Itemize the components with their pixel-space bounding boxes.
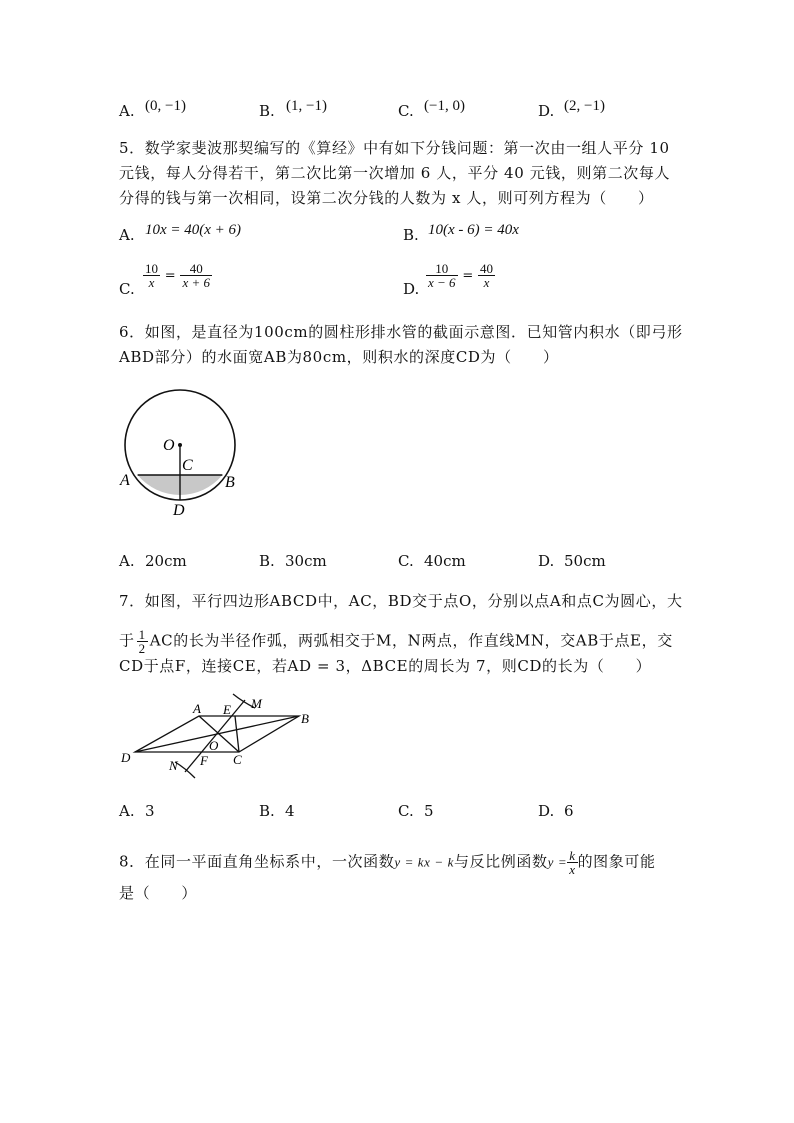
q4-option-d-label: D. — [538, 102, 555, 120]
label-e: E — [223, 702, 231, 717]
q7-parallelogram-figure — [115, 690, 325, 780]
q7-option-a-value: 3 — [145, 802, 155, 820]
q5-d-numerator-1: 10 — [426, 262, 458, 276]
q5-c-numerator-2: 40 — [180, 262, 212, 276]
q4-option-a-label: A. — [119, 102, 135, 120]
q4-option-c-label: C. — [398, 102, 414, 120]
q7-frac-den: 2 — [138, 641, 146, 656]
q8-stem-line-1 — [119, 849, 656, 876]
q8-linear-function: y = kx − k — [394, 854, 454, 870]
label-d: D — [121, 750, 131, 765]
segment-ce — [235, 716, 239, 752]
q6-option-b-label: B. — [259, 552, 275, 570]
q5-stem-line-1: 5．数学家斐波那契编写的《算经》中有如下分钱问题：第一次由一组人平分 10 — [119, 139, 670, 157]
q5-d-equals: = — [462, 268, 474, 284]
q4-option-a-value: (0, −1) — [145, 98, 186, 114]
label-b: B — [301, 711, 309, 726]
q5-option-a-value: 10x = 40(x + 6) — [145, 222, 242, 238]
q6-option-a-label: A. — [119, 552, 135, 570]
label-c: C — [182, 457, 193, 474]
q8-line-1-prefix: 8．在同一平面直角坐标系中，一次函数 — [119, 852, 395, 871]
label-c: C — [233, 752, 242, 767]
q4-option-b-value: (1, −1) — [286, 98, 327, 114]
q7-line-2-prefix: 于 — [119, 631, 135, 650]
label-a: A — [193, 701, 201, 716]
label-m: M — [251, 696, 262, 711]
q7-option-d-value: 6 — [564, 802, 574, 820]
q5-c-denominator-1: x — [148, 275, 155, 290]
q5-option-b-label: B. — [403, 226, 419, 244]
q6-option-c-label: C. — [398, 552, 414, 570]
q4-option-d-value: (2, −1) — [564, 98, 605, 114]
q7-option-c-label: C. — [398, 802, 414, 820]
q8-inverse-function-lhs: y = — [547, 854, 568, 870]
q7-stem-line-3: CD于点F，连接CE，若AD = 3，ΔBCE的周长为 7，则CD的长为（ ） — [119, 657, 652, 675]
q5-option-c-label: C. — [119, 280, 135, 298]
label-a: A — [120, 472, 130, 489]
q6-option-a-value: 20cm — [145, 552, 187, 570]
label-o: O — [163, 437, 175, 454]
q5-d-denominator-2: x — [483, 275, 490, 290]
q5-option-c-value — [143, 262, 212, 289]
q7-frac-num: 1 — [138, 627, 146, 642]
center-point — [178, 443, 182, 447]
q6-option-b-value: 30cm — [285, 552, 327, 570]
q7-option-a-label: A. — [119, 802, 135, 820]
q5-d-numerator-2: 40 — [480, 261, 494, 276]
q8-line-1-mid: 与反比例函数 — [453, 852, 548, 871]
label-b: B — [225, 474, 235, 491]
q7-stem-line-2 — [119, 628, 673, 655]
q6-option-d-label: D. — [538, 552, 555, 570]
q8-stem-line-2: 是（ ） — [119, 884, 198, 902]
label-f: F — [200, 753, 208, 768]
q5-c-numerator-1: 10 — [145, 261, 158, 276]
q7-stem-line-1: 7．如图，平行四边形ABCD中，AC，BD交于点O，分别以点A和点C为圆心，大 — [119, 592, 683, 610]
q6-pipe-figure — [110, 385, 250, 525]
q6-option-c-value: 40cm — [424, 552, 466, 570]
q7-line-2-rest: AC的长为半径作弧，两弧相交于M，N两点，作直线MN，交AB于点E，交 — [149, 631, 673, 650]
q7-option-b-label: B. — [259, 802, 275, 820]
q4-option-b-label: B. — [259, 102, 275, 120]
q8-frac-den: x — [569, 862, 576, 877]
q5-option-b-value: 10(x - 6) = 40x — [428, 222, 519, 238]
q5-c-denominator-2: x + 6 — [182, 275, 211, 290]
q6-stem-line-2: ABD部分）的水面宽AB为80cm，则积水的深度CD为（ ） — [119, 348, 559, 366]
q7-option-c-value: 5 — [424, 802, 434, 820]
q7-option-b-value: 4 — [285, 802, 295, 820]
q5-stem-line-2: 元钱，每人分得若干，第二次比第一次增加 6 人，平分 40 元钱，则第二次每人 — [119, 164, 671, 182]
label-o: O — [209, 738, 219, 753]
q5-option-a-label: A. — [119, 226, 135, 244]
q5-option-d-value — [426, 262, 495, 289]
q5-stem-line-3: 分得的钱与第一次相同，设第二次分钱的人数为 x 人，则可列方程为（ ） — [119, 189, 654, 207]
q4-option-c-value: (−1, 0) — [424, 98, 465, 114]
q5-d-denominator-1: x − 6 — [428, 275, 456, 290]
q6-stem-line-1: 6．如图，是直径为100cm的圆柱形排水管的截面示意图．已知管内积水（即弓形 — [119, 323, 683, 341]
q8-line-1-suffix: 的图象可能 — [577, 852, 656, 871]
label-d: D — [173, 502, 185, 519]
q5-c-equals: = — [164, 268, 176, 284]
label-n: N — [169, 758, 178, 773]
q5-option-d-label: D. — [403, 280, 420, 298]
q7-option-d-label: D. — [538, 802, 555, 820]
q6-option-d-value: 50cm — [564, 552, 606, 570]
q8-frac-num: k — [569, 848, 576, 863]
